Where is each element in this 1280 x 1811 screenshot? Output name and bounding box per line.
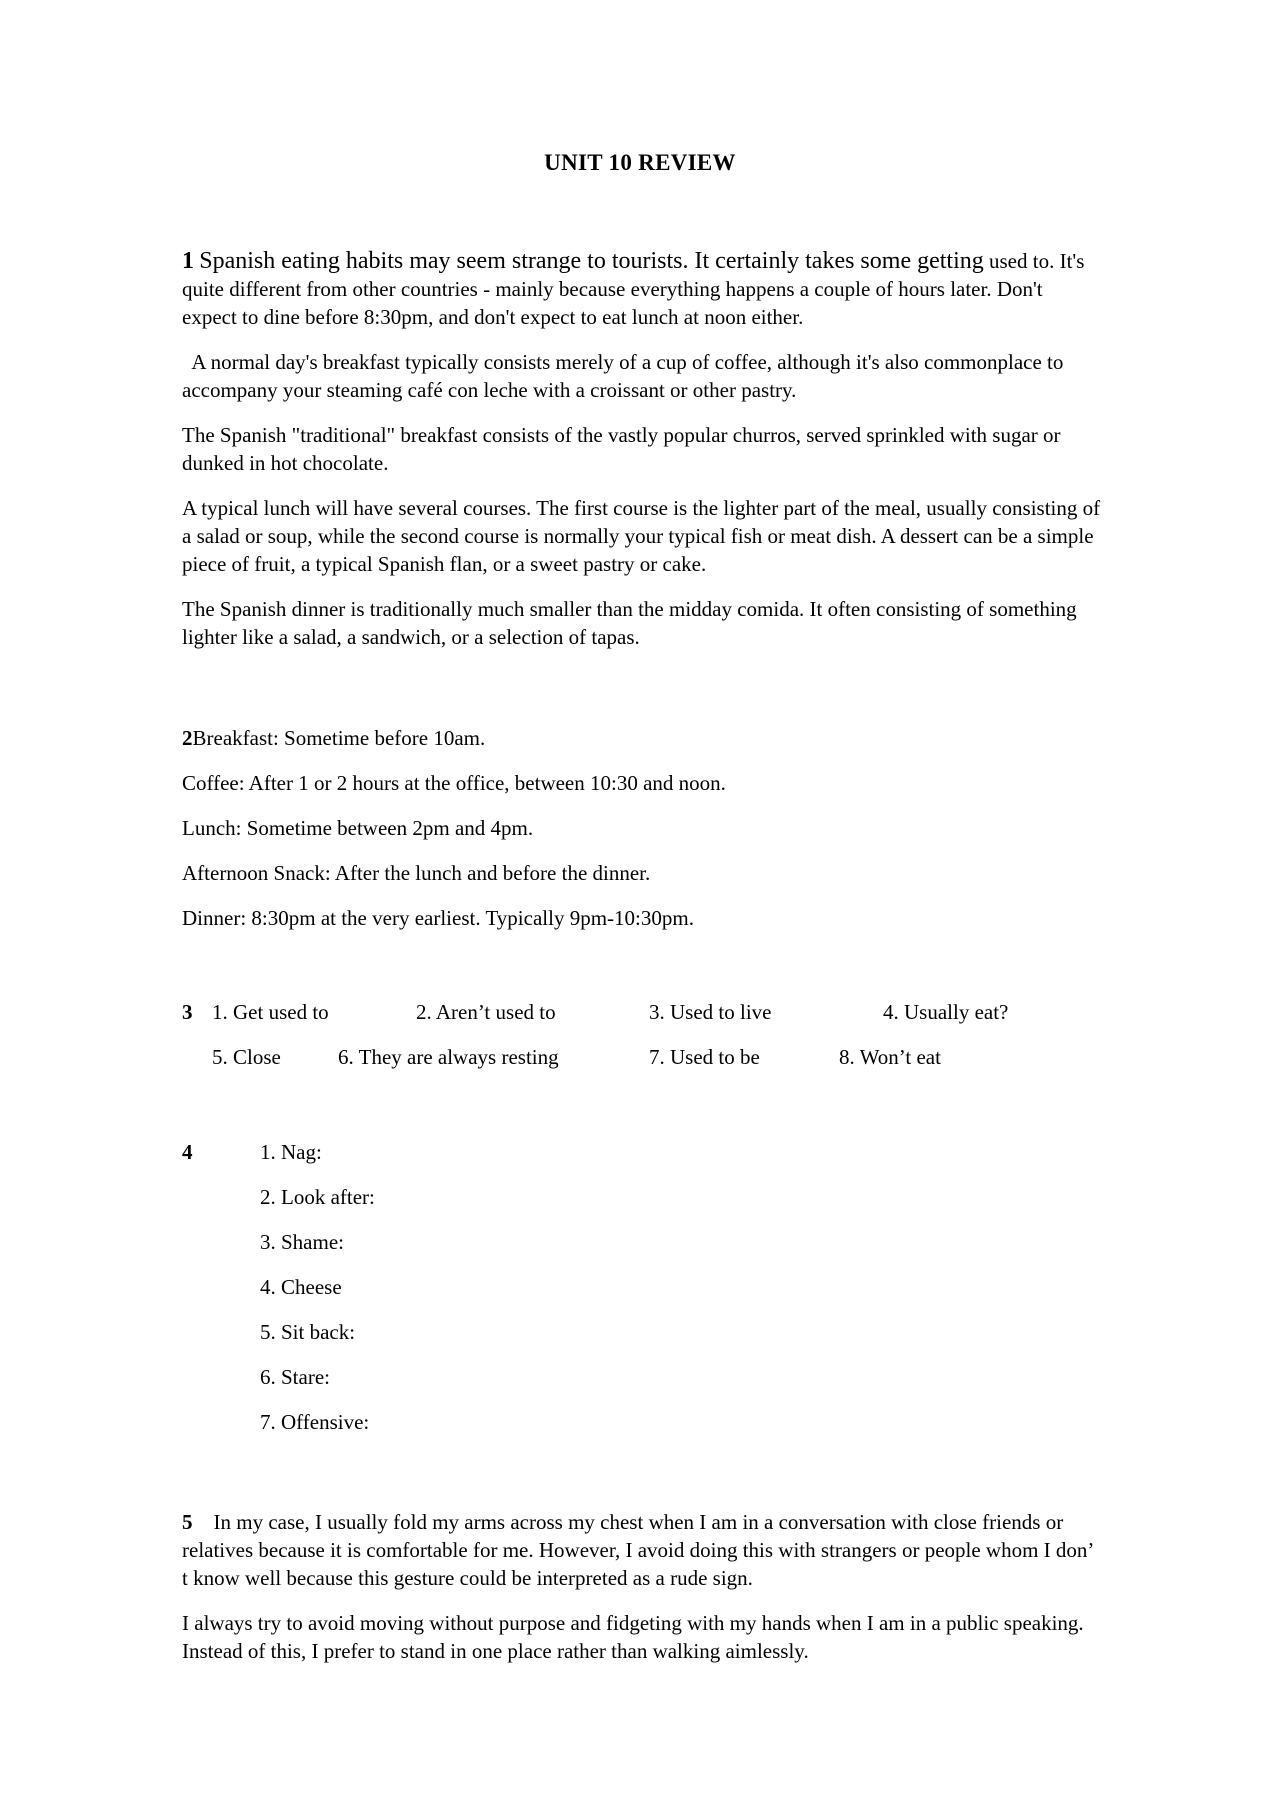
section-3	[182, 998, 1102, 1088]
section-1-paragraph-1	[182, 247, 1102, 331]
vocab-item: 3. Shame:	[260, 1230, 344, 1254]
vocab-item: 7. Offensive:	[260, 1410, 370, 1434]
vocab-item-row	[182, 1138, 1102, 1166]
vocab-item: 5. Sit back:	[260, 1320, 356, 1344]
section-1-paragraph-4: A typical lunch will have several courses. The first course is the lighter part of the meal, usually consisting of a salad or soup, while the second course is normally your typical fish or meat dish. A dessert can be a simple piece of fruit, a typical Spanish flan, or a sweet pastry or cake.	[182, 496, 1101, 576]
vocab-item-row	[182, 1318, 1102, 1346]
section-2	[182, 724, 1102, 949]
section-5	[182, 1508, 1102, 1682]
vocab-item: 4. Cheese	[260, 1275, 342, 1299]
section-1-paragraph-1-rest: used to. It's quite different from other countries - mainly because everything happens a couple of hours later. Don't expect to dine before 8:30pm, and don't expect to eat lunch at noon either.	[182, 249, 1085, 329]
vocab-item: 2. Look after:	[260, 1185, 375, 1209]
section-number: 2	[182, 726, 193, 750]
answer-item: 6. They are always resting	[338, 1045, 559, 1069]
answer-item: 5. Close	[212, 1045, 281, 1069]
answer-item: 3. Used to live	[649, 1000, 772, 1024]
answer-row-1	[182, 998, 1102, 1026]
section-5-paragraph-1-text: In my case, I usually fold my arms across my chest when I am in a conversation with close friends or relatives because it is comfortable for me. However, I avoid doing this with strangers or people whom I don’ t know well because this gesture could be interpreted as a rude sign.	[182, 1510, 1093, 1590]
section-1-paragraph-5: The Spanish dinner is traditionally much smaller than the midday comida. It often consisting of something lighter like a salad, a sandwich, or a selection of tapas.	[182, 597, 1077, 649]
section-5-paragraph-1	[182, 1508, 1102, 1592]
section-number: 3	[182, 1000, 193, 1024]
vocab-item: 1. Nag:	[260, 1140, 322, 1164]
answer-item: 8. Won’t eat	[839, 1045, 941, 1069]
vocab-item: 6. Stare:	[260, 1365, 330, 1389]
section-1-lead-text: Spanish eating habits may seem strange to tourists. It certainly takes some getting	[199, 248, 984, 274]
schedule-line-coffee: Coffee: After 1 or 2 hours at the office, between 10:30 and noon.	[182, 771, 726, 795]
section-1	[182, 247, 1102, 668]
vocab-item-row	[182, 1408, 1102, 1436]
schedule-line-breakfast	[182, 724, 1102, 752]
section-number: 4	[182, 1140, 193, 1164]
section-1-paragraph-2	[182, 348, 1102, 404]
vocab-item-row	[182, 1273, 1102, 1301]
answer-item: 1. Get used to	[212, 1000, 329, 1024]
vocab-item-row	[182, 1363, 1102, 1391]
answer-item: 4. Usually eat?	[883, 1000, 1009, 1024]
vocab-item-row	[182, 1228, 1102, 1256]
section-1-paragraph-3: The Spanish "traditional" breakfast consists of the vastly popular churros, served sprinkled with sugar or dunked in hot chocolate.	[182, 423, 1061, 475]
section-1-paragraph-2-text: A normal day's breakfast typically consists merely of a cup of coffee, although it's also commonplace to accompany your steaming café con leche with a croissant or other pastry.	[182, 350, 1064, 402]
section-number: 1	[182, 248, 194, 274]
schedule-line-text: Breakfast: Sometime before 10am.	[192, 726, 486, 750]
section-number: 5	[182, 1510, 193, 1534]
answer-row-2	[182, 1043, 1102, 1071]
answer-item: 2. Aren’t used to	[416, 1000, 556, 1024]
answer-item: 7. Used to be	[649, 1045, 760, 1069]
vocab-item-row	[182, 1183, 1102, 1211]
schedule-line-dinner: Dinner: 8:30pm at the very earliest. Typically 9pm-10:30pm.	[182, 906, 694, 930]
page-title: UNIT 10 REVIEW	[544, 150, 736, 175]
schedule-line-lunch: Lunch: Sometime between 2pm and 4pm.	[182, 816, 534, 840]
schedule-line-snack: Afternoon Snack: After the lunch and before the dinner.	[182, 861, 651, 885]
section-4	[182, 1138, 1102, 1453]
section-5-paragraph-2: I always try to avoid moving without purpose and fidgeting with my hands when I am in a public speaking. Instead of this, I prefer to stand in one place rather than walking aimlessly.	[182, 1611, 1084, 1663]
